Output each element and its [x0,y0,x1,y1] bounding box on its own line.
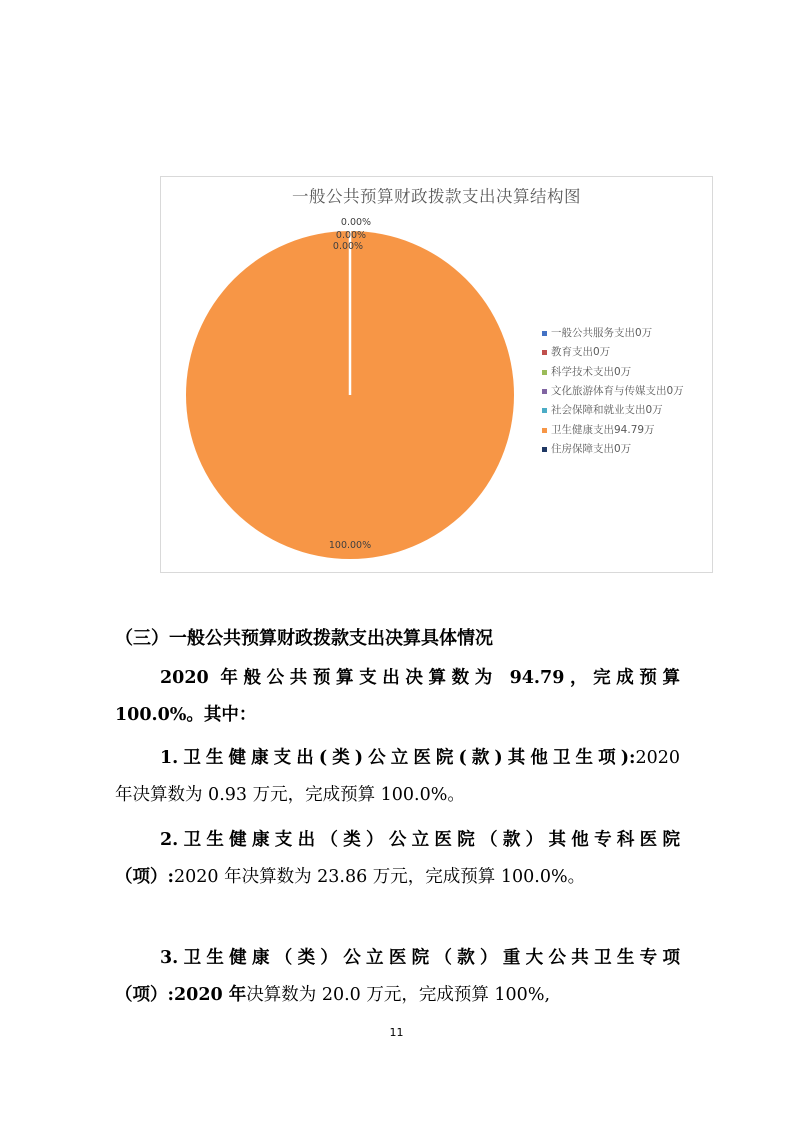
chart-legend [542,324,684,459]
legend-swatch [542,350,547,355]
item-2-line-2 [115,859,680,896]
item-2-title: 2.卫生健康支出（类）公立医院（款）其他专科医院 [160,830,680,850]
item-1-line-2: 年决算数为 0.93 万元，完成预算 100.0%。 [115,785,465,805]
legend-label: 科学技术支出0万 [551,365,632,378]
legend-label: 一般公共服务支出0万 [551,327,653,340]
pie-chart [160,176,713,573]
chart-title: 一般公共预算财政拨款支出决算结构图 [292,187,581,206]
legend-item [542,440,684,459]
slice-label: 100.00% [328,540,372,551]
legend-label: 社会保障和就业支出0万 [551,404,663,417]
item-1-title: 1.卫生健康支出(类)公立医院(款)其他卫生项): [160,748,636,768]
item-3-line-2 [115,977,680,1014]
item-2-title-tail: （项）: [115,867,174,887]
slice-label: 0.00% [340,217,372,228]
item-1-paragraph [115,740,680,814]
section-heading: （三）一般公共预算财政拨款支出决算具体情况 [115,628,493,649]
legend-item [542,401,684,420]
item-2-paragraph [115,822,680,896]
legend-swatch [542,408,547,413]
page-number: 11 [389,1026,404,1039]
slice-label: 0.00% [332,241,364,252]
legend-label: 住房保障支出0万 [551,442,632,455]
legend-swatch [542,370,547,375]
slice-label: 0.00% [335,230,367,241]
summary-paragraph [115,660,680,734]
item-3-title: 3.卫生健康（类）公立医院（款）重大公共卫生专项 [160,948,680,968]
legend-swatch [542,331,547,336]
item-1-line-1 [115,740,680,777]
legend-item [542,324,684,343]
legend-label: 教育支出0万 [551,346,611,359]
legend-swatch [542,428,547,433]
summary-line-1: 2020 年般公共预算支出决算数为 94.79，完成预算 [160,668,680,688]
summary-line-2: 100.0%。其中： [115,705,257,725]
legend-item [542,420,684,439]
legend-item [542,343,684,362]
item-3-text: 决算数为 20.0 万元，完成预算 100%, [246,985,551,1005]
legend-label: 文化旅游体育与传媒支出0万 [551,385,684,398]
legend-swatch [542,389,547,394]
legend-swatch [542,447,547,452]
item-3-title-tail: （项）:2020 年 [115,985,247,1005]
legend-item [542,363,684,382]
item-2-text: 2020 年决算数为 23.86 万元，完成预算 100.0%。 [173,867,586,887]
legend-label: 卫生健康支出94.79万 [551,423,655,436]
legend-item [542,382,684,401]
item-1-value: 2020 [635,748,680,768]
item-3-paragraph [115,940,680,1014]
